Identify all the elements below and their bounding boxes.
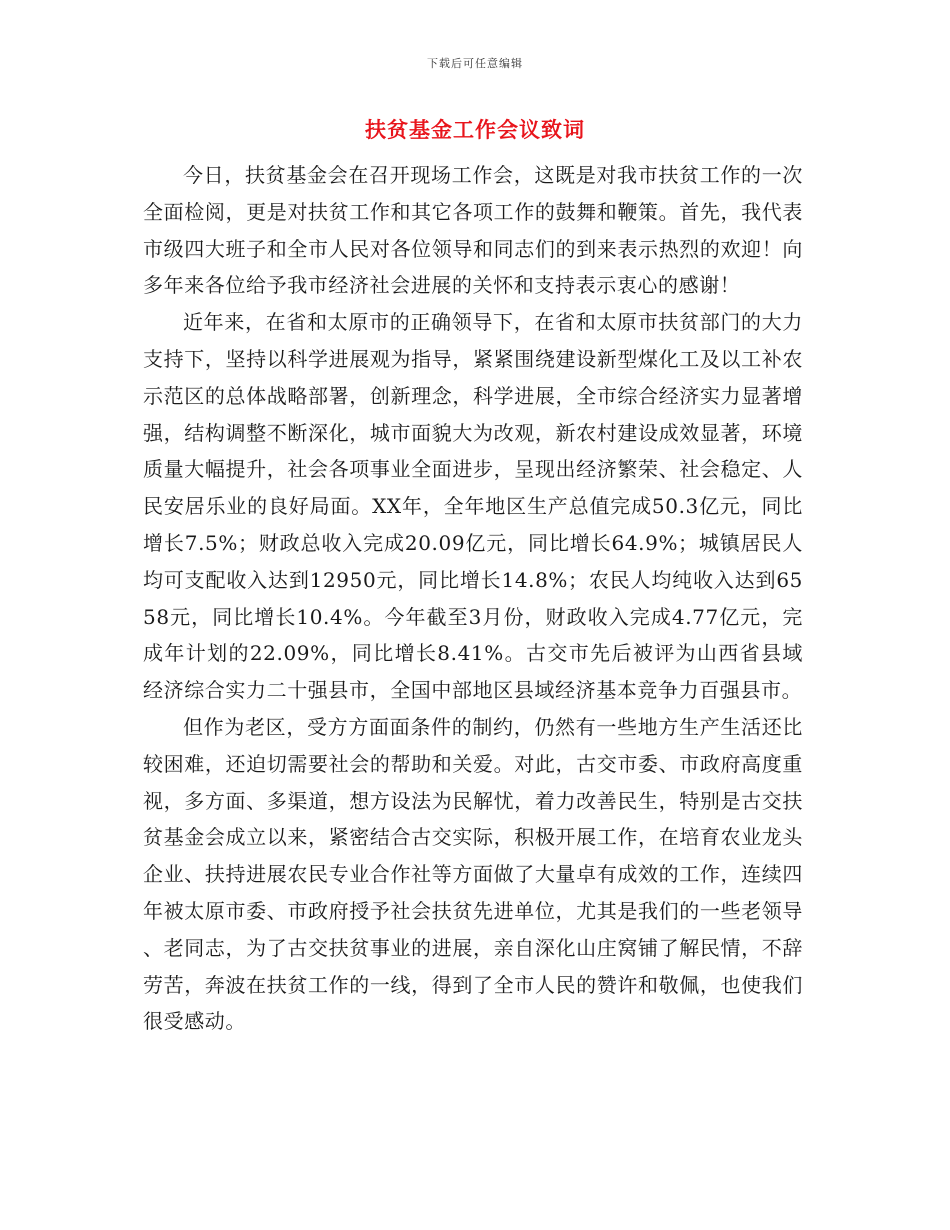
paragraph-opening: 今日，扶贫基金会在召开现场工作会，这既是对我市扶贫工作的一次全面检阅，更是对扶贫工作和其它各项工作的鼓舞和鞭策。首先，我代表市级四大班子和全市人民对各位领导和同志们的到来表示热烈的欢迎！向多年来各位给予我市经济社会进展的关怀和支持表示衷心的感谢！ bbox=[143, 163, 803, 298]
paragraph-poverty-work: 但作为老区，受方方面面条件的制约，仍然有一些地方生产生活还比较困难，还迫切需要社会的帮助和关爱。对此，古交市委、市政府高度重视，多方面、多渠道，想方设法为民解忧，着力改善民生，特别是古交扶贫基金会成立以来，紧密结合古交实际，积极开展工作，在培育农业龙头企业、扶持进展农民专业合作社等方面做了大量卓有成效的工作，连续四年被太原市委、市政府授予社会扶贫先进单位，尤其是我们的一些老领导、老同志，为了古交扶贫事业的进展，亲自深化山庄窝铺了解民情，不辞劳苦，奔波在扶贫工作的一线，得到了全市人民的赞许和敬佩，也使我们很受感动。 bbox=[143, 714, 803, 1034]
document-body bbox=[143, 157, 803, 1040]
document-title: 扶贫基金工作会议致词 bbox=[365, 117, 585, 142]
page-header-note: 下载后可任意编辑 bbox=[427, 57, 523, 70]
paragraph-achievements: 近年来，在省和太原市的正确领导下，在省和太原市扶贫部门的大力支持下，坚持以科学进展观为指导，紧紧围绕建设新型煤化工及以工补农示范区的总体战略部署，创新理念，科学进展，全市综合经济实力显著增强，结构调整不断深化，城市面貌大为改观，新农村建设成效显著，环境质量大幅提升，社会各项事业全面进步，呈现出经济繁荣、社会稳定、人民安居乐业的良好局面。XX年，全年地区生产总值完成50.3亿元，同比增长7.5%；财政总收入完成20.09亿元，同比增长64.9%；城镇居民人均可支配收入达到12950元，同比增长14.8%；农民人均纯收入达到6558元，同比增长10.4%。今年截至3月份，财政收入完成4.77亿元，完成年计划的22.09%，同比增长8.41%。古交市先后被评为山西省县域经济综合实力二十强县市，全国中部地区县域经济基本竞争力百强县市。 bbox=[143, 310, 803, 703]
